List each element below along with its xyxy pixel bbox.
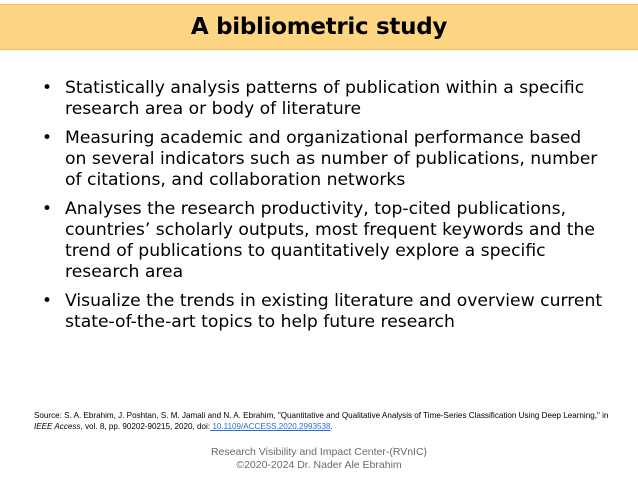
title-bar bbox=[0, 4, 638, 50]
bullet-text: Visualize the trends in existing literature and overview current state-of-the-art topics to help future research bbox=[65, 291, 603, 332]
footer bbox=[0, 446, 638, 471]
bullet-item bbox=[34, 128, 604, 191]
source-citation bbox=[34, 410, 624, 432]
bullet-item bbox=[34, 199, 604, 283]
bullet-icon: • bbox=[42, 128, 53, 148]
bullet-icon: • bbox=[42, 78, 53, 98]
footer-center-name: Research Visibility and Impact Center-(RVnIC) bbox=[210, 446, 428, 458]
slide-title: A bibliometric study bbox=[190, 14, 448, 40]
source-middle: , vol. 8, pp. 90202-90215, 2020, doi: bbox=[80, 422, 211, 431]
doi-link[interactable]: 10.1109/ACCESS.2020.2993538 bbox=[210, 422, 331, 431]
bullet-text: Measuring academic and organizational performance based on several indicators such as number of publications, number of citations, and collaboration networks bbox=[65, 128, 598, 190]
footer-copyright: ©2020-2024 Dr. Nader Ale Ebrahim bbox=[236, 458, 402, 471]
bullet-text: Statistically analysis patterns of publication within a specific research area or body of literature bbox=[65, 78, 585, 119]
bullet-list bbox=[34, 78, 604, 341]
bullet-icon: • bbox=[42, 291, 53, 311]
bullet-icon: • bbox=[42, 199, 53, 219]
bullet-item bbox=[34, 291, 604, 333]
source-suffix: . bbox=[330, 422, 333, 431]
bullet-item bbox=[34, 78, 604, 120]
source-journal: IEEE Access bbox=[34, 422, 81, 431]
bullet-text: Analyses the research productivity, top-cited publications, countries’ scholarly outputs, most frequent keywords and the trend of publications to quantitatively explore a specific research area bbox=[65, 199, 595, 282]
source-prefix: Source: S. A. Ebrahim, J. Poshtan, S. M. Jamali and N. A. Ebrahim, "Quantitative and Qualitative Analysis of Time-Series Classification Using Deep Learning," in bbox=[34, 411, 609, 420]
